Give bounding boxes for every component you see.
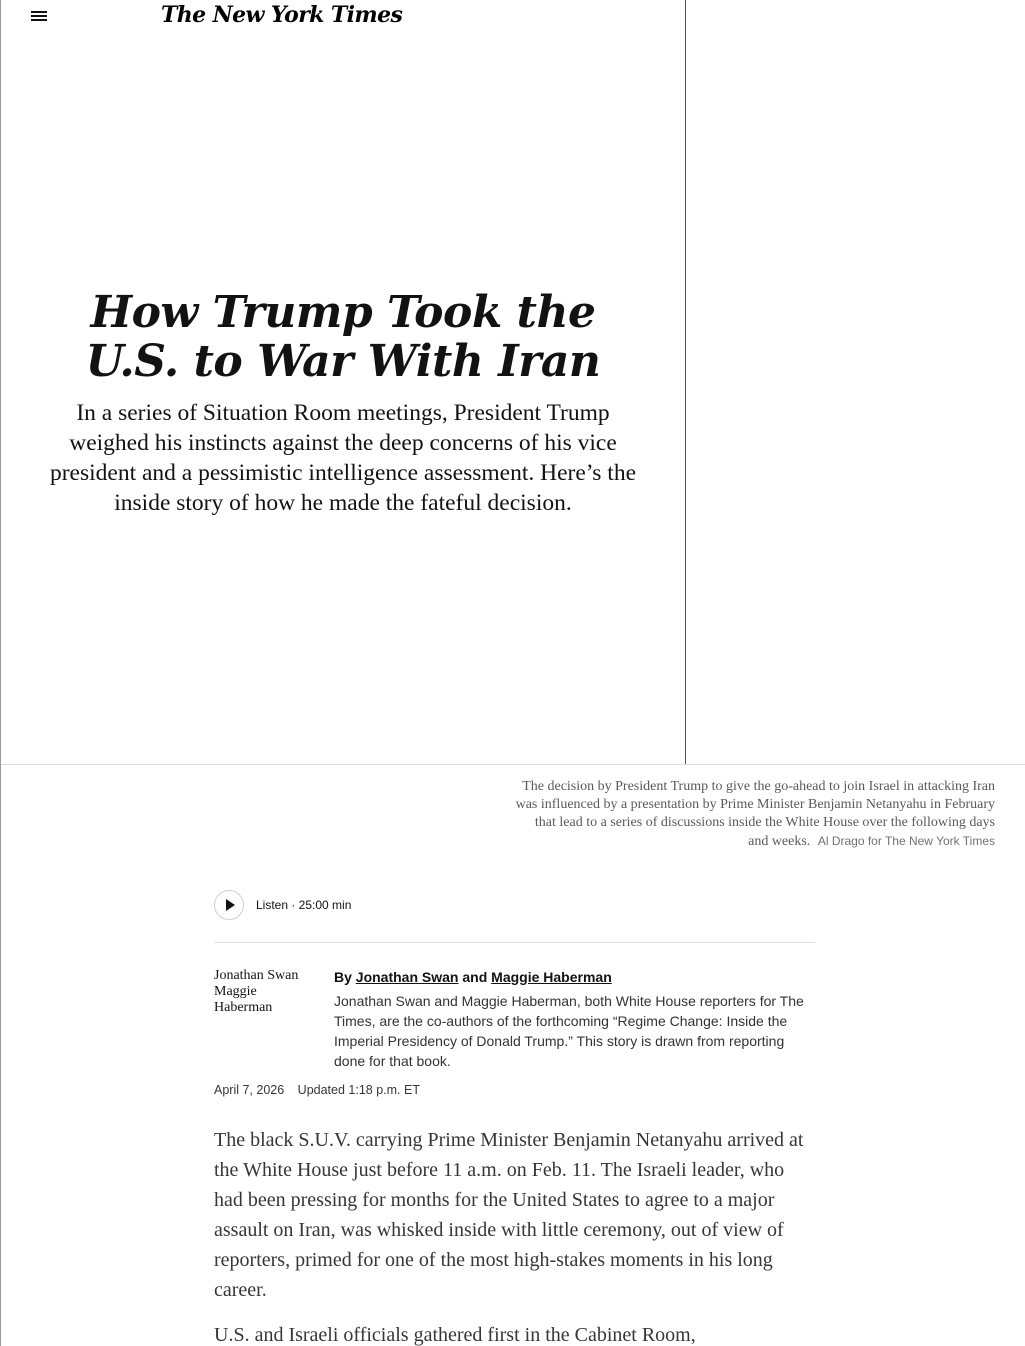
listen-button[interactable]	[214, 890, 351, 920]
hero-divider	[685, 0, 686, 764]
author-link-jonathan-swan[interactable]: Jonathan Swan	[355, 969, 459, 985]
author-bio: Jonathan Swan and Maggie Haberman, both White House reporters for The Times, are the co-authors of the forthcoming “Regime Change: Inside the Imperial Presidency of Donald Trump.” This story is drawn from reporting done for that book.	[334, 993, 804, 1069]
article-timestamp	[214, 1083, 420, 1097]
author-photos: Jonathan Swan Maggie Haberman	[214, 968, 299, 1015]
divider	[214, 942, 815, 943]
body-paragraph: The black S.U.V. carrying Prime Minister Benjamin Netanyahu arrived at the White House just before 11 a.m. on Feb. 11. The Israeli leader, who had been pressing for months for the United States to agree to a major assault on Iran, was whisked inside with little ceremony, out of view of reporters, primed for one of the most high-stakes moments in his long career.	[214, 1129, 804, 1301]
byline	[334, 969, 815, 985]
play-button[interactable]	[214, 890, 244, 920]
image-caption	[515, 778, 995, 851]
byline-by: By	[334, 969, 352, 985]
hero-bottom-rule	[1, 764, 1025, 765]
byline-and: and	[462, 969, 488, 985]
article-headline: How Trump Took the U.S. to War With Iran	[85, 287, 601, 387]
caption-text: The decision by President Trump to give the go-ahead to join Israel in attacking Iran was influenced by a presentation by Prime Minister Benjamin Netanyahu in February that lead to a series of discussions inside the White House over the following days and weeks.	[515, 779, 995, 849]
body-paragraph: U.S. and Israeli officials gathered first in the Cabinet Room,	[214, 1324, 696, 1346]
hamburger-menu-icon[interactable]	[31, 9, 47, 23]
published-date: April 7, 2026	[214, 1083, 285, 1097]
play-icon	[226, 899, 235, 911]
article-summary: In a series of Situation Room meetings, President Trump weighed his instincts against the deep concerns of his vice president and a pessimistic intelligence assessment. Here’s the inside story of how he made the fateful decision.	[49, 400, 637, 516]
author-link-maggie-haberman[interactable]: Maggie Haberman	[491, 969, 612, 985]
updated-time: Updated 1:18 p.m. ET	[297, 1083, 420, 1097]
nyt-masthead-logo[interactable]: The New York Times	[161, 2, 403, 28]
listen-duration-label: Listen · 25:00 min	[256, 898, 352, 912]
photo-credit: Al Drago for The New York Times	[817, 834, 995, 848]
